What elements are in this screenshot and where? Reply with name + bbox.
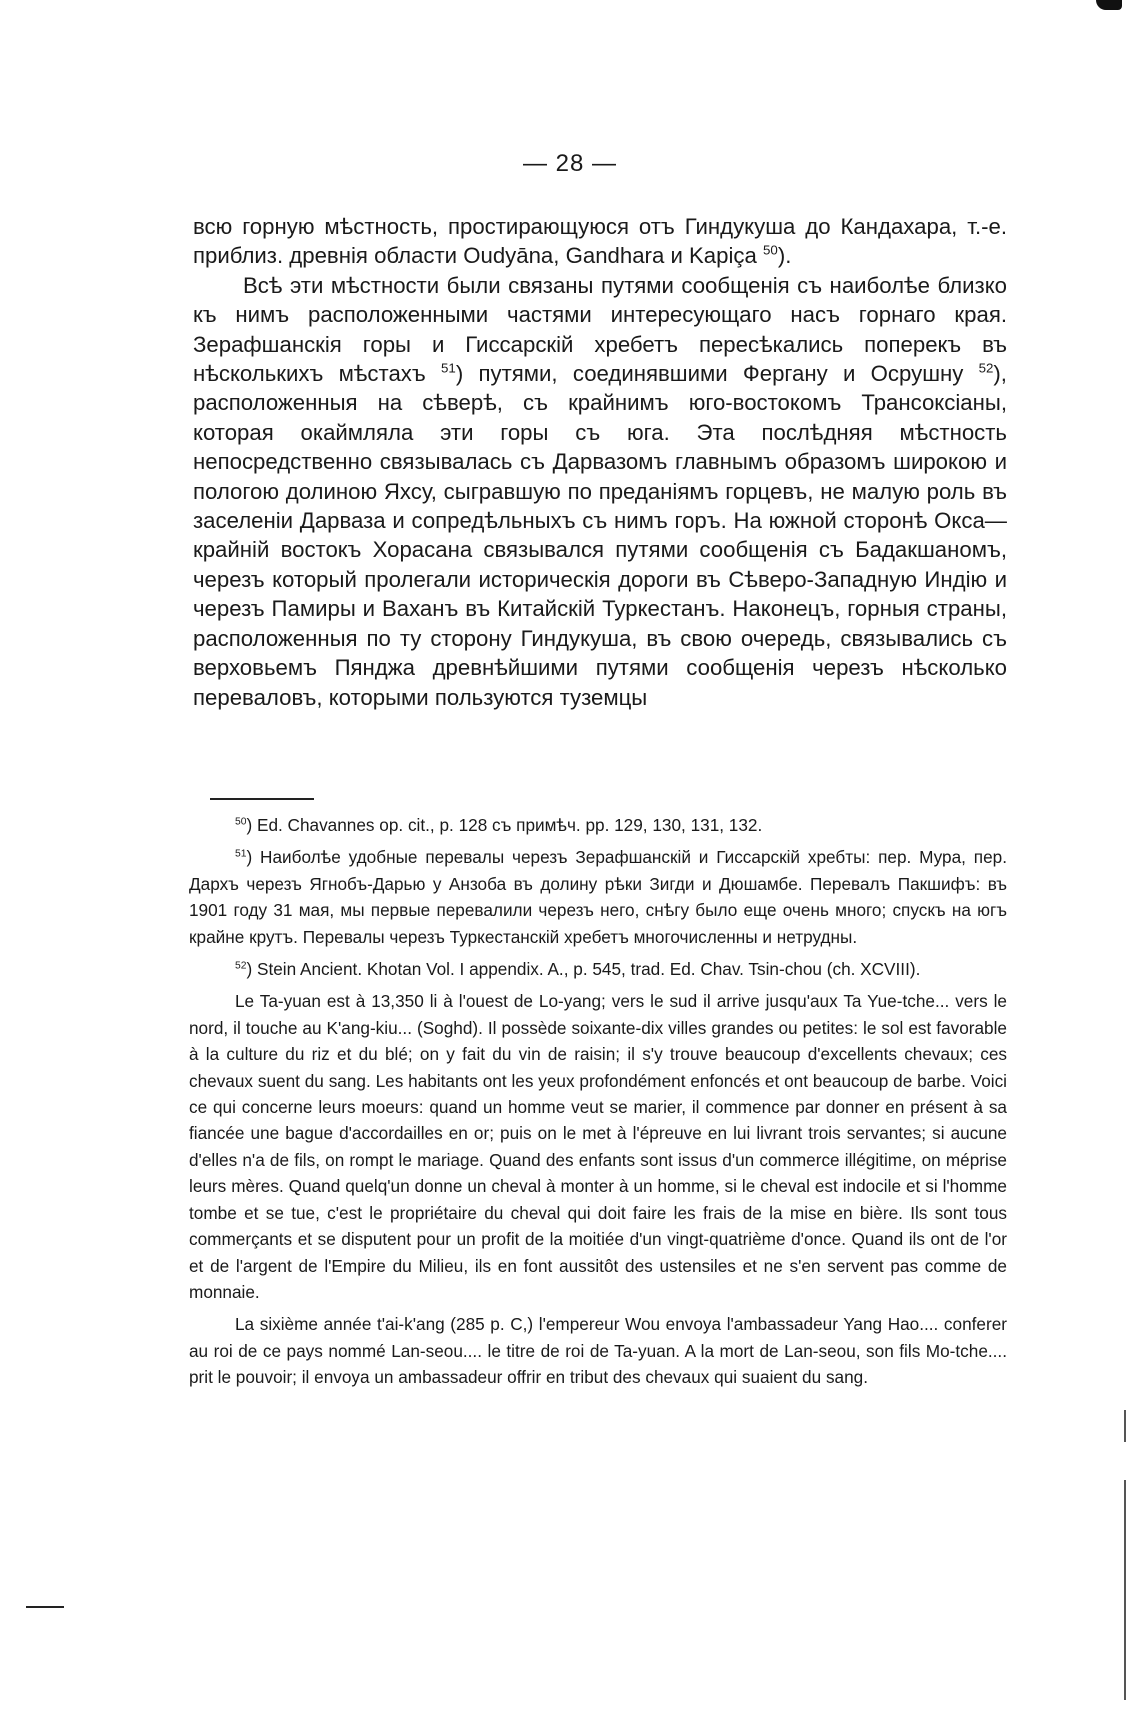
- footnote-number: 51: [235, 848, 247, 860]
- paragraph-text: ) путями, соединявшими Фергану и Осрушну: [455, 361, 979, 387]
- footnote-ref: 50: [763, 243, 778, 259]
- footnote-text: ) Stein Ancient. Khotan Vol. I appendix. A., p. 545, trad. Ed. Chav. Tsin-chou (ch. XCVIII).: [246, 959, 921, 980]
- footnote-text: ) Ed. Chavannes op. cit., p. 128 съ примѣч. pp. 129, 130, 131, 132.: [246, 815, 763, 835]
- left-margin-mark: [26, 1606, 64, 1608]
- footnote-text: ) Наиболѣе удобные перевалы черезъ Зерафшанскій и Гиссарскій хребты: пер. Мура, пер. Дархъ черезъ Ягнобъ-Дарью у Анзоба въ долину рѣки Зигди и Дюшамбе. Перевалъ Пакшифъ: въ 1901 году 31 мая, мы первые перевалили черезъ него, снѣгу было еще очень много; спускъ на югъ крайне крутъ. Перевалы черезъ Туркестанскій хребетъ многочисленны и нетрудны.: [189, 847, 1007, 947]
- footnote-ref: 52: [978, 360, 994, 376]
- corner-ink-mark: [1096, 0, 1122, 10]
- paragraph-text: ), расположенныя на сѣверѣ, съ крайнимъ юго-востокомъ Трансоксіаны, которая окаймляла эти горы съ юга. Эта послѣдняя мѣстность непосредственно связывалась съ Дарвазомъ главнымъ образомъ широкою и пологою долиною Яхсу, сыгравшую по преданіямъ горцевъ, не малую роль въ заселеніи Дарваза и сопредѣльныхъ съ нимъ горъ. На южной сторонѣ Окса—крайній востокъ Хорасана связывался путями сообщенія съ Бадакшаномъ, черезъ который пролегали историческія дороги въ Сѣверо-Западную Индію и черезъ Памиры и Ваханъ въ Китайскій Туркестанъ. Наконецъ, горныя страны, расположенныя по ту сторону Гиндукуша, въ свою очередь, связывались съ верховьемъ Пянджа древнѣйшими путями сообщенія черезъ нѣсколько переваловъ, которыми пользуются туземцы: [193, 361, 1007, 710]
- page-number: — 28 —: [522, 150, 618, 177]
- footnote-51: [189, 844, 1007, 950]
- quote-paragraph: Le Ta-yuan est à 13,350 li à l'ouest de Lo-yang; vers le sud il arrive jusqu'aux Ta Yue-tche... vers le nord, il touche au K'ang-kiu... (Soghd). Il possède soixante-dix villes grandes ou petites: le sol est favorable à la culture du riz et du blé; on y fait du vin de raisin; il s'y trouve beaucoup d'excellents chevaux; ces chevaux suent du sang. Les habitants ont les yeux profondément enfoncés et ont beaucoup de barbe. Voici ce qui concerne leurs moeurs: quand un homme veut se marier, il commence par donner en présent à sa fiancée une bague d'accordailles en or; puis on le met à l'épreuve en lui livrant trois servantes; si aucune d'elles n'a de fils, on rompt le mariage. Quand des enfants sont issus d'un commerce illégitime, on méprise leurs mères. Quand quelq'un donne un cheval à monter à un homme, si le cheval est indocile et si l'homme tombe et se tue, c'est le propriétaire du cheval qui doit faire les frais de la mise en bière. Ils sont tous commerçants et se disputent pour un profit de la moitiée d'un vingt-quatrième d'once. Quand ils ont de l'or et de l'argent de l'Empire du Milieu, ils en font aussitôt des ustensiles et ne s'en servent pas comme de monnaie.: [189, 991, 1007, 1302]
- footnote-divider: [210, 798, 314, 800]
- quote-paragraph: La sixième année t'ai-k'ang (285 p. C,) l'empereur Wou envoya l'ambassadeur Yang Hao.... conferer au roi de ce pays nommé Lan-seou.... le titre de roi de Ta-yuan. A la mort de Lan-seou, son fils Mo-tche.... prit le pouvoir; il envoya un ambassadeur offrir en tribut des chevaux qui suaient du sang.: [189, 1314, 1007, 1388]
- paragraph-text: ).: [777, 243, 792, 269]
- footnote-number: 50: [235, 816, 247, 828]
- paragraph-text: Всѣ эти мѣстности были связаны путями сообщенія съ наиболѣе близко къ нимъ расположенными частями интересующаго насъ горнаго края. Зерафшанскія горы и Гиссарскій хребетъ пересѣкались поперекъ въ нѣсколькихъ мѣстахъ: [193, 272, 1007, 387]
- margin-scan-line: [1124, 1410, 1126, 1442]
- footnotes: [189, 812, 1007, 1397]
- footnote-ref: 51: [441, 360, 456, 376]
- margin-scan-line: [1124, 1480, 1126, 1700]
- paragraph: [193, 212, 1007, 271]
- paragraph: [193, 271, 1007, 712]
- footnote-52: [189, 956, 1007, 982]
- paragraph-text: всю горную мѣстность, простирающуюся отъ Гиндукуша до Кандахара, т.-е. приблиз. древнія области Oudyāna, Gandhara и Kapiça: [193, 214, 1007, 269]
- footnote-number: 52: [235, 960, 247, 972]
- footnote-50: [189, 812, 1007, 838]
- main-text: [193, 212, 1007, 712]
